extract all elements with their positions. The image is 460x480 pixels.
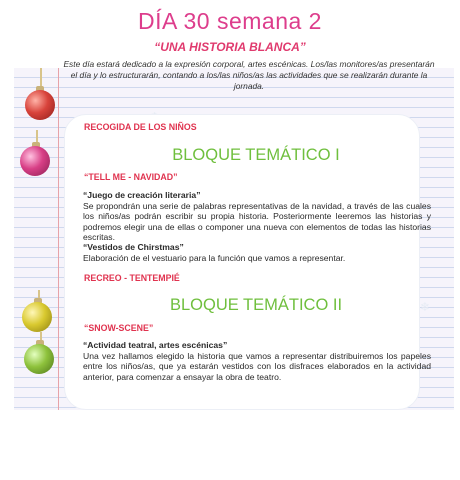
green-ornament-icon: [24, 344, 54, 374]
juego-text: Se propondrán una serie de palabras representativas de la navidad, a través de las cuales los niños/as podrán escribir su propia historia. Posteriormente leeremos las historias y podremos elegir una de ellas o componer una nueva con elementos de todas las historias escritas.: [83, 200, 431, 243]
bloque-1-title: BLOQUE TEMÁTICO I: [172, 146, 340, 164]
page-subtitle: “UNA HISTORIA BLANCA”: [154, 40, 306, 54]
bloque-2-title: BLOQUE TEMÁTICO II: [169, 296, 343, 314]
recreo-heading: RECREO - TENTEMPIÉ: [84, 273, 180, 283]
recogida-heading: RECOGIDA DE LOS NIÑOS: [84, 122, 197, 132]
juego-label: “Juego de creación literaria”: [83, 190, 201, 200]
juego-block: [83, 190, 431, 243]
ornament-ribbon: [40, 68, 42, 88]
actividad-text: Una vez hallamos elegido la historia que vamos a representar distribuiremos los papeles entre los niños/as, que ya estarán vestidos con los disfraces elaborados en la actividad anterior, para comenzar a ensayar la obra de teatro.: [83, 350, 431, 382]
vestidos-text: Elaboración de el vestuario para la función que vamos a representar.: [83, 252, 346, 263]
pink-ornament-icon: [20, 146, 50, 176]
red-ornament-icon: [25, 90, 55, 120]
page-title: DÍA 30 semana 2: [138, 8, 322, 34]
bloque-1-label: “TELL ME - NAVIDAD”: [84, 172, 178, 182]
actividad-label: “Actividad teatral, artes escénicas”: [83, 340, 228, 350]
vestidos-label: “Vestidos de Chirstmas”: [83, 242, 184, 252]
actividad-block: [83, 340, 431, 382]
intro-paragraph: Este día estará dedicado a la expresión corporal, artes escénicas. Los/las monitores/as presentarán el día y lo estructurarán, contando a los/las niños/as las actividades que se realizarán durante la jornada.: [63, 59, 435, 91]
snowflake-icon: ❄: [420, 300, 431, 314]
margin-line: [58, 68, 59, 410]
yellow-ornament-icon: [22, 302, 52, 332]
vestidos-block: [83, 242, 431, 263]
bloque-2-label: “SNOW-SCENE”: [84, 323, 154, 333]
